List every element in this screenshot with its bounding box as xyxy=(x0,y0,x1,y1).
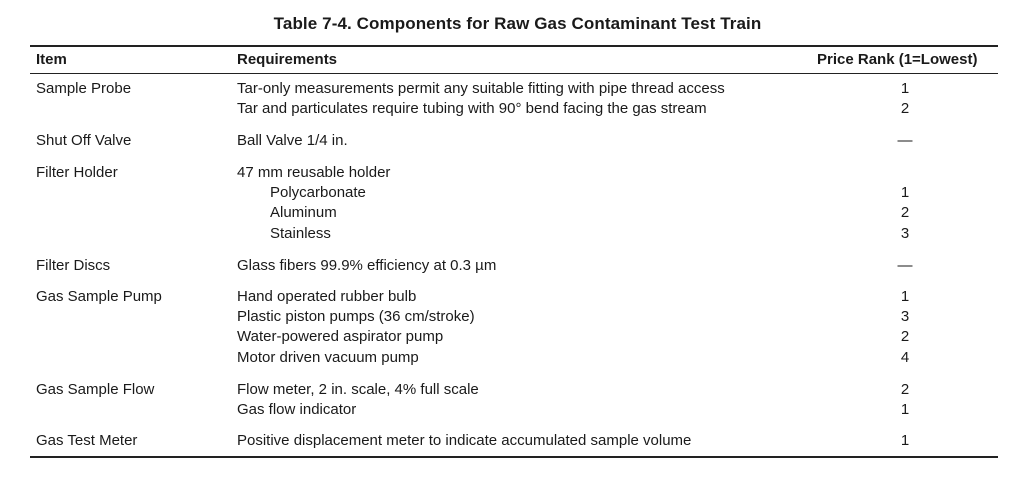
requirement-text: Motor driven vacuum pump xyxy=(237,349,419,366)
requirement-text: Positive displacement meter to indicate accumulated sample volume xyxy=(237,432,692,449)
price-rank-value: 2 xyxy=(900,100,910,117)
price-rank-value: 1 xyxy=(900,401,910,418)
requirement-subitem: Stainless xyxy=(270,225,331,242)
price-rank-value: — xyxy=(897,257,913,274)
column-header-item: Item xyxy=(36,51,67,68)
price-rank-value: 2 xyxy=(900,328,910,345)
price-rank-value: 2 xyxy=(900,204,910,221)
requirement-text: Water-powered aspirator pump xyxy=(237,328,444,345)
table-title: Table 7-4. Components for Raw Gas Contaminant Test Train xyxy=(273,14,762,33)
requirement-text: Tar-only measurements permit any suitable fitting with pipe thread access xyxy=(237,80,725,97)
column-header-price-rank: Price Rank (1=Lowest) xyxy=(817,51,978,68)
requirement-text: 47 mm reusable holder xyxy=(237,164,391,181)
row-item-sample-probe: Sample Probe xyxy=(36,80,132,97)
requirement-text: Glass fibers 99.9% efficiency at 0.3 µm xyxy=(237,257,497,274)
price-rank-value: 1 xyxy=(900,80,910,97)
price-rank-value: 1 xyxy=(900,288,910,305)
price-rank-value: 4 xyxy=(900,349,910,366)
requirement-subitem: Aluminum xyxy=(270,204,337,221)
requirement-text: Tar and particulates require tubing with 90° bend facing the gas stream xyxy=(237,100,707,117)
price-rank-value: 1 xyxy=(900,432,910,449)
price-rank-value: — xyxy=(897,132,913,149)
row-item-gas-sample-pump: Gas Sample Pump xyxy=(36,288,162,305)
price-rank-value: 1 xyxy=(900,184,910,201)
row-item-shut-off-valve: Shut Off Valve xyxy=(36,132,132,149)
row-item-gas-sample-flow: Gas Sample Flow xyxy=(36,381,155,398)
requirement-text: Flow meter, 2 in. scale, 4% full scale xyxy=(237,381,479,398)
top-rule xyxy=(30,45,998,47)
row-item-filter-discs: Filter Discs xyxy=(36,257,111,274)
requirement-text: Ball Valve 1/4 in. xyxy=(237,132,348,149)
row-item-filter-holder: Filter Holder xyxy=(36,164,118,181)
column-header-requirements: Requirements xyxy=(237,51,338,68)
bottom-rule xyxy=(30,456,998,458)
price-rank-value: 2 xyxy=(900,381,910,398)
requirement-text: Plastic piston pumps (36 cm/stroke) xyxy=(237,308,475,325)
price-rank-value: 3 xyxy=(900,308,910,325)
requirement-text: Gas flow indicator xyxy=(237,401,357,418)
header-rule xyxy=(30,73,998,74)
price-rank-value: 3 xyxy=(900,225,910,242)
requirement-subitem: Polycarbonate xyxy=(270,184,366,201)
row-item-gas-test-meter: Gas Test Meter xyxy=(36,432,138,449)
requirement-text: Hand operated rubber bulb xyxy=(237,288,417,305)
